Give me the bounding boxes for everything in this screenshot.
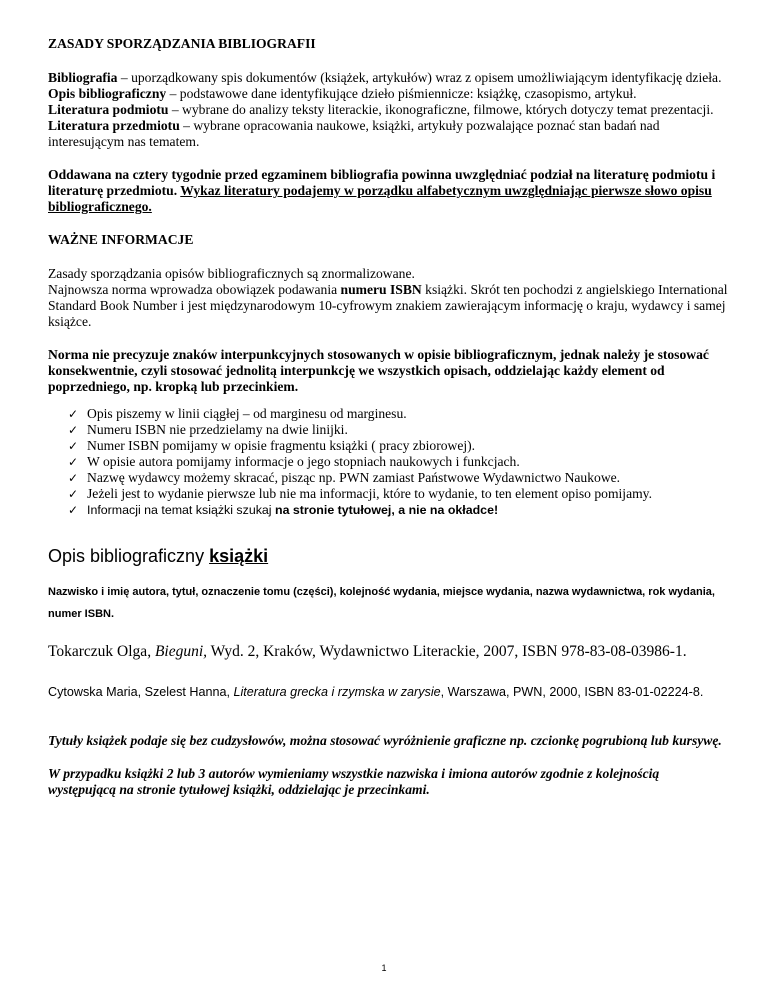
section-title-text: Opis bibliograficzny	[48, 546, 210, 566]
definition-term: Literatura podmiotu	[48, 102, 169, 117]
info-text: książki. Skrót ten pochodzi z angielskiego International Standard Book Number i jest międzynarodowym 10-cyfrowym znakiem zawierającym informację o kraju, wydawcy i samej książce.	[48, 282, 728, 329]
section-title	[48, 546, 728, 567]
definition-text: – podstawowe dane identyfikujące dzieło piśmiennicze: książkę, czasopismo, artykuł.	[166, 86, 637, 101]
definitions	[48, 70, 728, 150]
list-item	[48, 438, 728, 454]
norm-paragraph: Norma nie precyzuje znaków interpunkcyjnych stosowanych w opisie bibliograficznym, jednak należy je stosować konsekwentnie, czyli stosować jednolitą interpunkcję we wszystkich opisach, oddzielając każdy element od poprzedniego, np. kropką lub przecinkiem.	[48, 347, 709, 394]
list-item	[48, 470, 728, 486]
example-title: Literatura grecka i rzymska w zarysie	[233, 685, 441, 699]
note-authors: W przypadku książki 2 lub 3 autorów wymieniamy wszystkie nazwiska i imiona autorów zgodnie z kolejnością występującą na stronie tytułowej książki, oddzielając je przecinkami.	[48, 766, 660, 797]
list-item	[48, 422, 728, 438]
list-item-text: W opisie autora pomijamy informacje o jego stopniach naukowych i funkcjach.	[87, 454, 520, 469]
list-item	[48, 454, 728, 470]
checkmark-icon: ✓	[68, 407, 79, 421]
info-line-2	[48, 282, 728, 330]
checkmark-icon: ✓	[68, 423, 79, 437]
example-details: , Warszawa, PWN, 2000, ISBN 83-01-02224-8.	[440, 685, 704, 699]
info-line-1: Zasady sporządzania opisów bibliograficznych są znormalizowane.	[48, 266, 415, 281]
definition-opis	[48, 86, 728, 102]
example-cytowska	[48, 681, 728, 703]
info-text: Najnowsza norma wprowadza obowiązek podawania	[48, 282, 341, 297]
isbn-bold: numeru ISBN	[340, 282, 422, 297]
info-heading: WAŻNE INFORMACJE	[48, 232, 194, 247]
definition-term: Opis bibliograficzny	[48, 86, 167, 101]
checkmark-icon: ✓	[68, 439, 79, 453]
definition-text: – wybrane opracowania naukowe, książki, artykuły pozwalające poznać stan badań nad interesującym nas tematem.	[48, 118, 660, 149]
list-item	[48, 406, 728, 422]
checkmark-icon: ✓	[68, 503, 79, 517]
example-title: Bieguni,	[154, 643, 208, 660]
list-item-text: Numer ISBN pomijamy w opisie fragmentu książki ( pracy zbiorowej).	[87, 438, 476, 453]
rule-underlined: Wykaz literatury podajemy w porządku alfabetycznym uwzględniając pierwsze słowo opisu bibliograficznego.	[48, 183, 712, 214]
rules-list	[48, 406, 728, 518]
list-item	[48, 502, 728, 518]
definition-term: Bibliografia	[48, 70, 118, 85]
list-item-text: Opis piszemy w linii ciągłej – od marginesu od marginesu.	[87, 406, 407, 421]
rule-text: Oddawana na cztery tygodnie przed egzaminem bibliografia powinna uwzględniać podział na literaturę podmiotu i literaturę przedmiotu.	[48, 167, 716, 198]
checkmark-icon: ✓	[68, 487, 79, 501]
rule-paragraph	[48, 167, 728, 215]
list-item-text: Informacji na temat książki szukaj	[87, 503, 275, 517]
page-number: 1	[381, 963, 387, 973]
fields-description: Nazwisko i imię autora, tytuł, oznaczenie tomu (części), kolejność wydania, miejsce wydania, nazwa wydawnictwa, rok wydania, numer ISBN.	[48, 586, 715, 620]
note-titles: Tytuły książek podaje się bez cudzysłowów, można stosować wyróżnienie graficzne np. czcionkę pogrubioną lub kursywę.	[48, 733, 722, 748]
example-author: Cytowska Maria, Szelest Hanna,	[48, 685, 234, 699]
definition-literatura-podmiotu	[48, 102, 728, 118]
definition-bibliografia	[48, 70, 728, 86]
section-title-bold: książki	[209, 546, 269, 566]
example-tokarczuk	[48, 643, 728, 661]
list-item-text: Numeru ISBN nie przedzielamy na dwie linijki.	[87, 422, 348, 437]
list-item	[48, 486, 728, 502]
checkmark-icon: ✓	[68, 471, 79, 485]
list-item-text: Jeżeli jest to wydanie pierwsze lub nie ma informacji, które to wydanie, to ten element opiso pomijamy.	[87, 486, 652, 501]
list-item-bold: na stronie tytułowej, a nie na okładce!	[275, 503, 499, 517]
list-item-text: Nazwę wydawcy możemy skracać, pisząc np. PWN zamiast Państwowe Wydawnictwo Naukowe.	[87, 470, 621, 485]
document-page	[48, 36, 728, 798]
example-details: Wyd. 2, Kraków, Wydawnictwo Literackie, 2007, ISBN 978-83-08-03986-1.	[207, 643, 687, 660]
document-title: ZASADY SPORZĄDZANIA BIBLIOGRAFII	[48, 36, 316, 51]
definition-literatura-przedmiotu	[48, 118, 728, 150]
checkmark-icon: ✓	[68, 455, 79, 469]
example-author: Tokarczuk Olga,	[48, 643, 155, 660]
definition-text: – uporządkowany spis dokumentów (książek, artykułów) wraz z opisem umożliwiającym identyfikację dzieła.	[117, 70, 722, 85]
definition-text: – wybrane do analizy teksty literackie, ikonograficzne, filmowe, których dotyczy temat prezentacji.	[168, 102, 714, 117]
definition-term: Literatura przedmiotu	[48, 118, 180, 133]
